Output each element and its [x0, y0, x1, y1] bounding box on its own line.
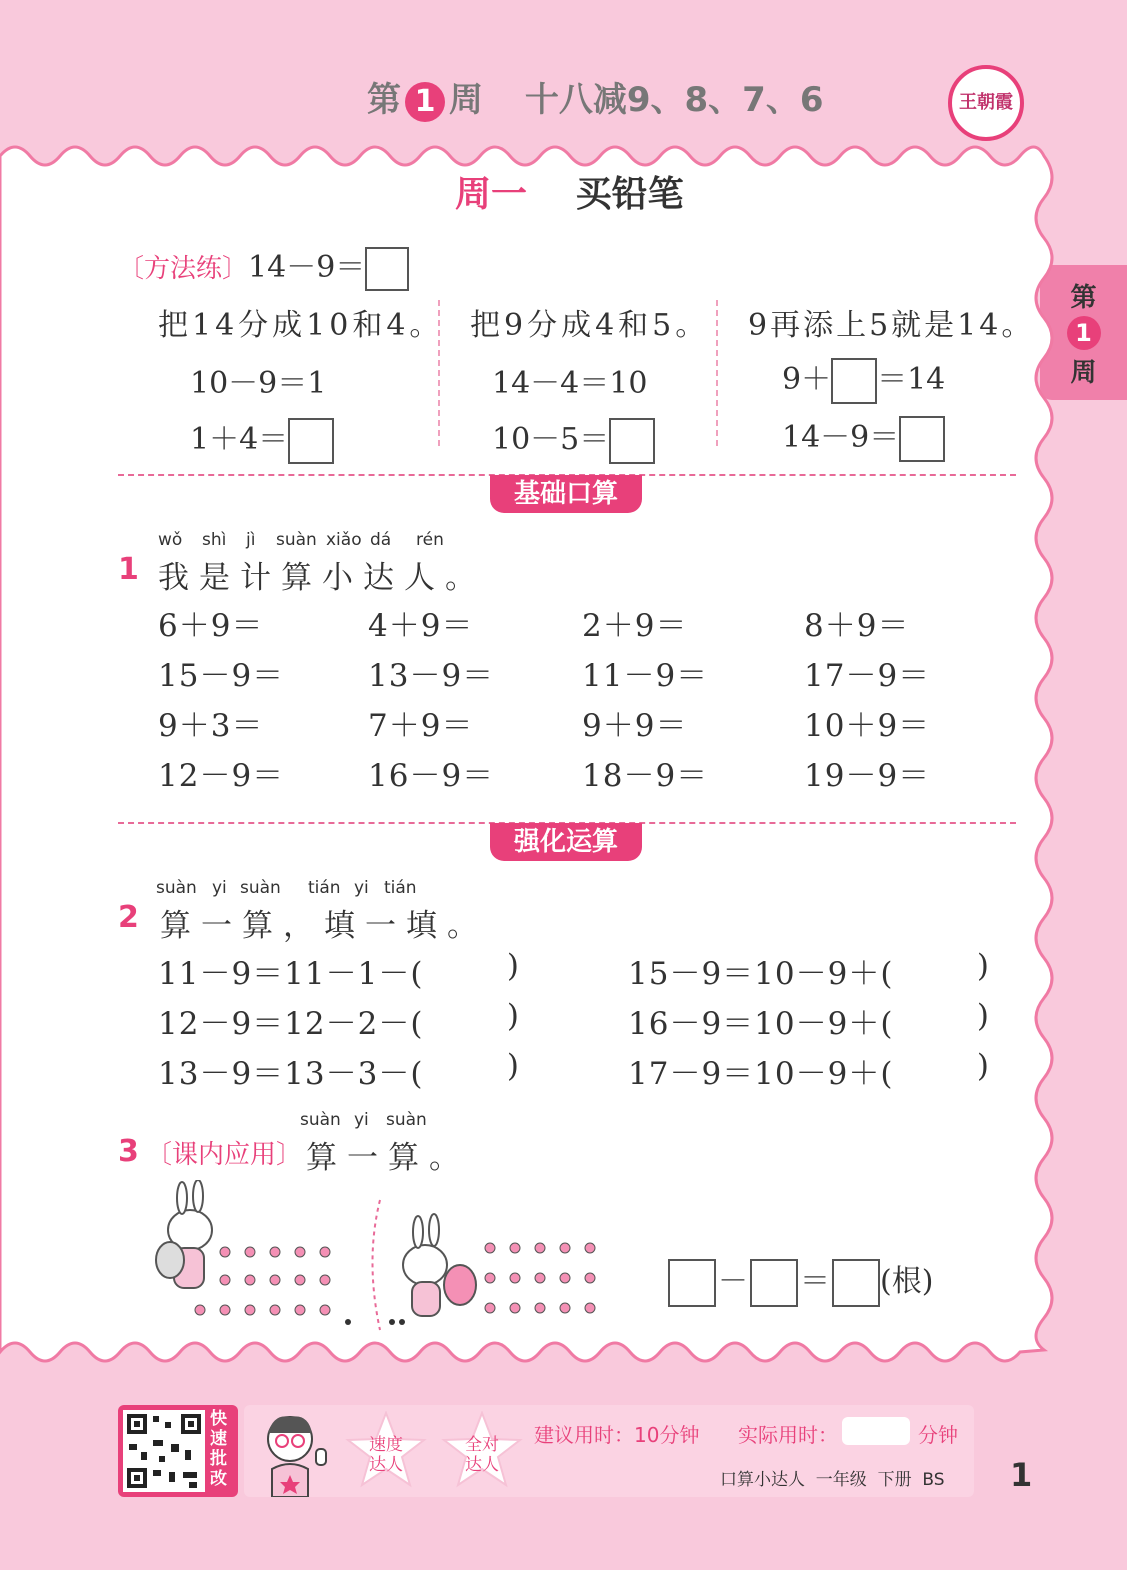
qr-block[interactable]	[118, 1405, 238, 1497]
actual-time-label: 实际用时：	[738, 1423, 838, 1447]
calc-item: 15－9＝	[158, 658, 285, 694]
method-col-head: 把14分成10和4。	[158, 308, 444, 343]
badge-accuracy: 全对达人	[465, 1435, 499, 1475]
section-label-basic: 基础口算	[490, 475, 642, 513]
week-prefix: 第	[367, 80, 401, 120]
answer-box[interactable]	[609, 418, 655, 464]
q3-equation: － ＝ (根)	[668, 1256, 933, 1307]
fill-item: 17－9＝10－9＋( )	[628, 1048, 990, 1092]
calc-item: 11－9＝	[582, 658, 709, 694]
side-tab-line2: 周	[1070, 358, 1097, 388]
header	[0, 60, 1127, 130]
week-topic: 十八减9、8、7、6	[524, 80, 824, 120]
footer	[118, 1405, 978, 1497]
actual-time-input[interactable]	[842, 1417, 910, 1445]
badge-speed: 速度达人	[369, 1435, 403, 1475]
fill-item: 16－9＝10－9＋( )	[628, 998, 990, 1042]
calc-item: 13－9＝	[368, 658, 495, 694]
answer-box[interactable]	[668, 1259, 716, 1307]
question-tag: 〔课内应用〕	[146, 1140, 303, 1170]
method-col-3	[748, 300, 1034, 462]
method-practice-line	[118, 242, 409, 291]
method-step: 14－4＝10	[492, 366, 648, 401]
info-panel	[244, 1405, 974, 1497]
pinyin: suàn yi suàn	[300, 1110, 427, 1130]
kid-mascot-icon	[250, 1409, 340, 1497]
method-col-head: 9再添上5就是14。	[748, 308, 1035, 343]
page-number: 1	[1010, 1456, 1033, 1494]
method-step: 14－9＝	[782, 412, 1034, 462]
day-label: 周一	[455, 174, 528, 215]
fill-item: 11－9＝11－1－( )	[158, 948, 520, 992]
answer-box[interactable]	[832, 1259, 880, 1307]
calc-item: 9＋3＝	[158, 708, 264, 744]
method-expr: 14－9＝	[248, 250, 366, 285]
fill-item: 13－9＝13－3－( )	[158, 1048, 520, 1092]
question-text: 我是计算小达人。	[158, 560, 486, 596]
answer-box[interactable]	[288, 418, 334, 464]
pinyin: suàn yi suàn tián yi tián	[156, 878, 417, 898]
book-info: 口算小达人 一年级 下册 BS	[720, 1470, 945, 1490]
calc-item: 16－9＝	[368, 758, 495, 794]
question-text: 算一算，填一填。	[160, 908, 488, 944]
calc-item: 7＋9＝	[368, 708, 474, 744]
calc-item: 17－9＝	[804, 658, 931, 694]
actual-time-unit: 分钟	[918, 1423, 958, 1447]
calc-item: 19－9＝	[804, 758, 931, 794]
method-col-head: 把9分成4和5。	[470, 308, 710, 343]
question-number: 3	[118, 1134, 139, 1169]
calc-item: 9＋9＝	[582, 708, 688, 744]
unit-label: (根)	[880, 1264, 934, 1299]
calc-item: 10＋9＝	[804, 708, 931, 744]
rabbit-icon	[403, 1214, 476, 1316]
week-number-badge: 1	[405, 82, 445, 122]
fill-item: 15－9＝10－9＋( )	[628, 948, 990, 992]
method-col-1	[158, 300, 443, 464]
brand-name: 王朝霞	[959, 92, 1013, 113]
week-suffix: 周	[449, 80, 483, 120]
qr-code-icon	[123, 1410, 205, 1492]
question-text: 算一算。	[306, 1140, 470, 1176]
divider	[438, 300, 440, 446]
calc-item: 18－9＝	[582, 758, 709, 794]
day-title	[455, 166, 684, 217]
rabbit-carrot-illustration	[150, 1180, 620, 1340]
question-number: 1	[118, 552, 139, 587]
week-title	[367, 72, 823, 122]
answer-box[interactable]	[831, 358, 877, 404]
divider	[716, 300, 718, 446]
carrot-rows	[485, 1243, 595, 1313]
calc-item: 8＋9＝	[804, 608, 910, 644]
method-step: 10－5＝	[492, 414, 709, 464]
calc-item: 6＋9＝	[158, 608, 264, 644]
side-tab-number: 1	[1067, 316, 1101, 350]
method-step: 1＋4＝	[190, 414, 443, 464]
fill-item: 12－9＝12－2－( )	[158, 998, 520, 1042]
method-tag: 〔方法练〕	[118, 254, 249, 284]
rabbit-icon	[156, 1180, 212, 1288]
qr-label: 快速批改	[210, 1409, 227, 1489]
calc-item: 4＋9＝	[368, 608, 474, 644]
suggested-time: 建议用时：10分钟	[534, 1423, 700, 1447]
answer-box[interactable]	[750, 1259, 798, 1307]
pinyin: wǒ shì jì suàn xiǎo dá rén	[158, 530, 444, 550]
method-step: 9＋ ＝14	[782, 354, 1034, 404]
answer-box[interactable]	[899, 416, 945, 462]
calc-item: 2＋9＝	[582, 608, 688, 644]
answer-box[interactable]	[365, 247, 409, 291]
calc-item: 12－9＝	[158, 758, 285, 794]
method-step: 10－9＝1	[190, 366, 327, 401]
lesson-title: 买铅笔	[575, 174, 684, 215]
question-number: 2	[118, 900, 139, 935]
brand-logo	[948, 65, 1024, 141]
carrot-rows	[195, 1247, 330, 1315]
section-label-advanced: 强化运算	[490, 823, 642, 861]
method-col-2	[470, 300, 709, 464]
side-tab-line1: 第	[1070, 283, 1097, 313]
